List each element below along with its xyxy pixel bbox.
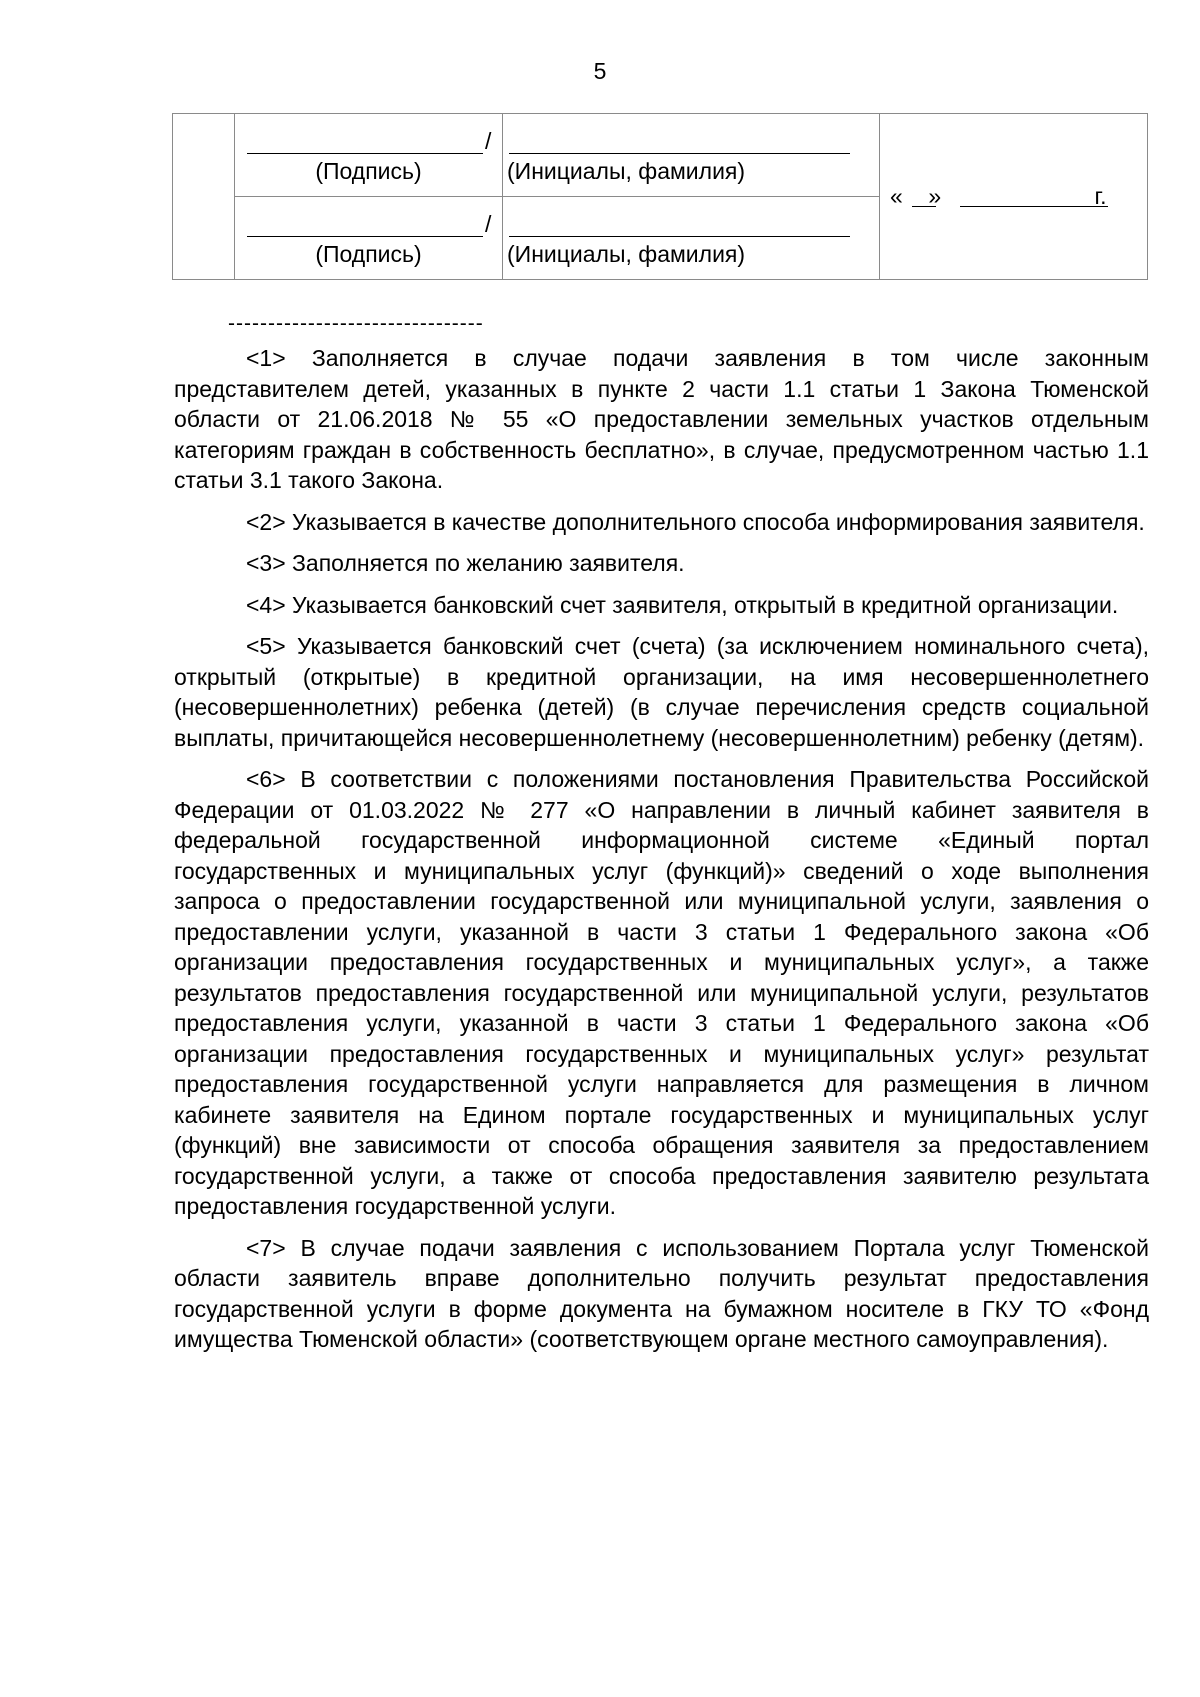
date-open-quote: « xyxy=(890,183,903,209)
footnote-5: <5> Указывается банковский счет (счета) (за исключением номинального счета), открытый (открытые) в кредитной организации, на имя несовершеннолетнего (несовершеннолетних) ребенка (детей) (в случае перечисления средств социальной выплаты, причитающейся несовершеннолетнему (несовершеннолетним) ребенку (детям). xyxy=(174,633,1149,751)
page-number: 5 xyxy=(593,58,607,84)
signature-line xyxy=(247,236,483,237)
name-line xyxy=(509,153,850,154)
slash-separator: / xyxy=(485,128,492,154)
name-label: (Инициалы, фамилия) xyxy=(507,241,746,267)
signature-row xyxy=(173,114,1148,197)
name-cell[interactable] xyxy=(503,114,880,197)
footnote-2: <2> Указывается в качестве дополнительного способа информирования заявителя. xyxy=(246,508,1145,535)
slash-separator: / xyxy=(485,211,492,237)
footnote-4: <4> Указывается банковский счет заявителя, открытый в кредитной организации. xyxy=(246,591,1119,618)
signature-line xyxy=(247,153,483,154)
signature-label: (Подпись) xyxy=(315,158,422,184)
signature-label: (Подпись) xyxy=(315,241,422,267)
name-line xyxy=(509,236,850,237)
name-cell[interactable] xyxy=(503,197,880,280)
date-month-line xyxy=(960,206,1108,207)
date-cell[interactable] xyxy=(880,114,1148,280)
date-close-quote: » xyxy=(928,183,942,209)
footnote-separator: -------------------------------- xyxy=(228,312,484,335)
footnote-1: <1> Заполняется в случае подачи заявления в том числе законным представителем детей, указанных в пункте 2 части 1.1 статьи 1 Закона Тюменской области от 21.06.2018 № 55 «О предоставлении земельных участков отдельным категориям граждан в собственность бесплатно», в случае, предусмотренном частью 1.1 статьи 3.1 такого Закона. xyxy=(174,345,1149,493)
name-label: (Инициалы, фамилия) xyxy=(507,158,746,184)
empty-cell xyxy=(173,114,235,280)
footnote-7: <7> В случае подачи заявления с использованием Портала услуг Тюменской области заявитель вправе дополнительно получить результат предоставления государственной услуги в форме документа на бумажном носителе в ГКУ ТО «Фонд имущества Тюменской области» (соответствующем органе местного самоуправления). xyxy=(174,1234,1149,1352)
signature-cell[interactable] xyxy=(235,197,503,280)
footnotes xyxy=(174,343,1149,1366)
signature-table xyxy=(172,113,1148,280)
date-day-line xyxy=(912,206,936,207)
signature-cell[interactable] xyxy=(235,114,503,197)
date-year-suffix: г. xyxy=(1094,183,1107,209)
footnote-6: <6> В соответствии с положениями постановления Правительства Российской Федерации от 01.03.2022 № 277 «О направлении в личный кабинет заявителя в федеральной государственной информационной системе «Единый портал государственных и муниципальных услуг (функций)» сведений о ходе выполнения запроса о предоставлении государственной или муниципальной услуги, заявления о предоставлении услуги, указанной в части 3 статьи 1 Федерального закона «Об организации предоставления государственных и муниципальных услуг», а также результатов предоставления государственной или муниципальной услуги, результатов предоставления услуги, указанной в части 3 статьи 1 Федерального закона «Об организации предоставления государственных и муниципальных услуг» результат предоставления государственной услуги направляется для размещения в личном кабинете заявителя на Едином портале государственных и муниципальных услуг (функций) вне зависимости от способа обращения заявителя за предоставлением государственной услуги, а также от способа предоставления заявителю результата предоставления государственной услуги. xyxy=(174,766,1149,1219)
footnote-3: <3> Заполняется по желанию заявителя. xyxy=(246,550,685,576)
